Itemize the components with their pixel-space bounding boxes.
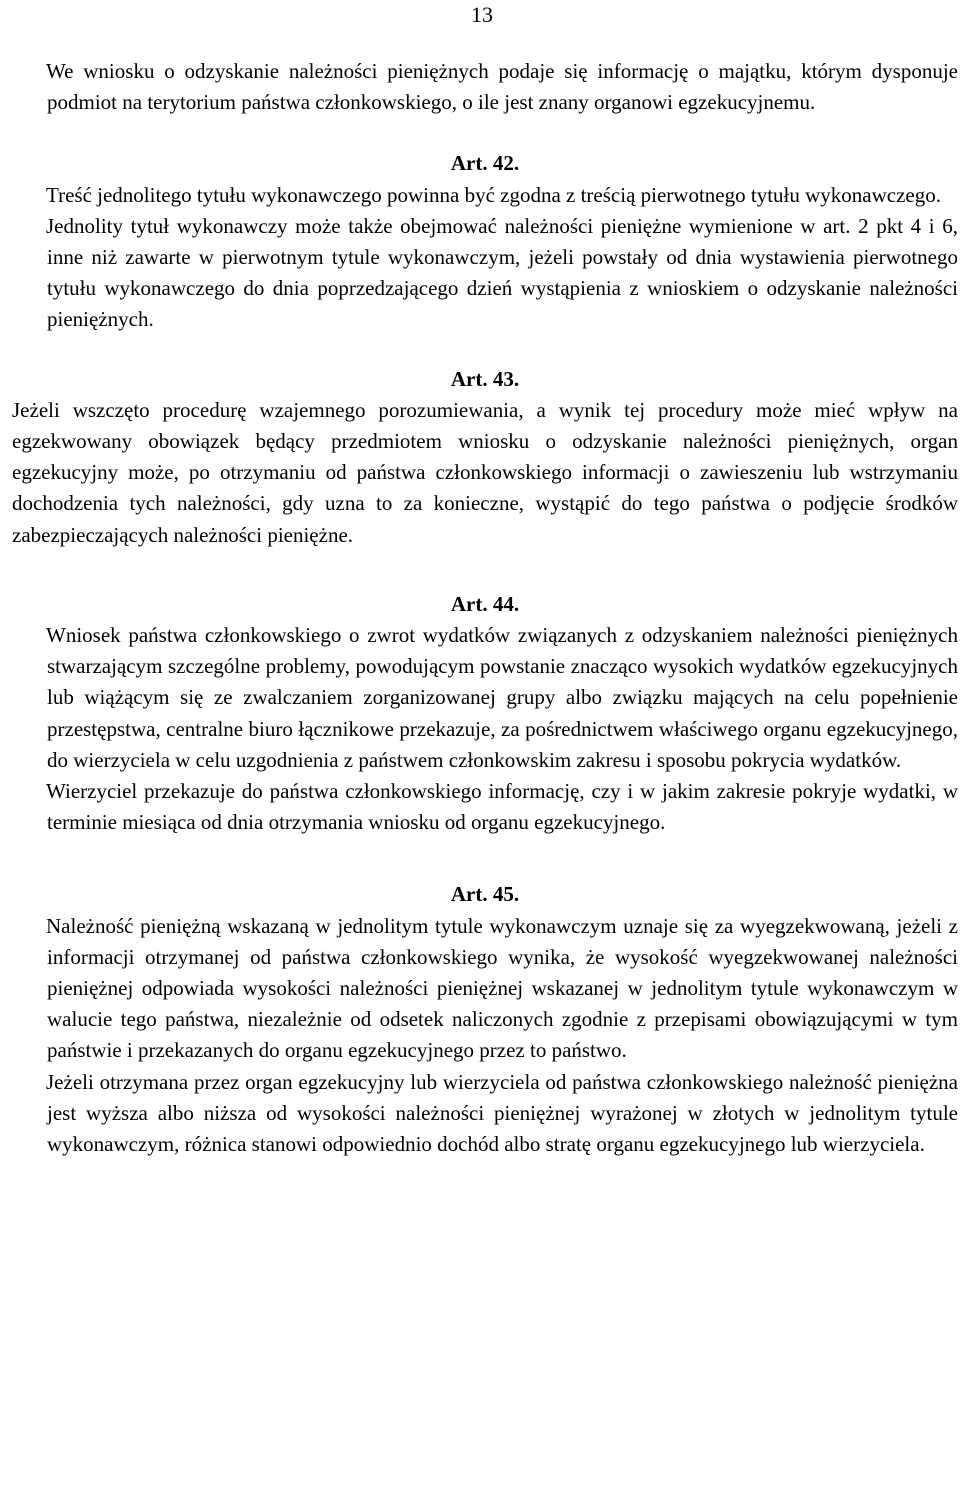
item-number <box>12 211 46 242</box>
item-text: Jeżeli otrzymana przez organ egzekucyjny lub wierzyciela od państwa członkowskiego należność pieniężna jest wyższa albo niższa od wysokości należności pieniężnej wyrażonej w złotych w jednolitym tytule wykonawczym, różnica stanowi odpowiednio dochód albo stratę organu egzekucyjnego lub wierzyciela. <box>46 1069 958 1157</box>
item-number <box>12 180 46 211</box>
item-number <box>12 1067 46 1098</box>
article-heading-43: Art. 43. <box>450 366 520 391</box>
article-heading-42: Art. 42. <box>450 151 520 176</box>
article-45-item-2 <box>12 1067 958 1161</box>
item-number <box>12 911 46 942</box>
article-42-item-1 <box>12 180 958 211</box>
item-text: Wniosek państwa członkowskiego o zwrot wydatków związanych z odzyskaniem należności pieniężnych stwarzającym szczególne problemy, powodującym powstanie znacząco wysokich wydatków egzekucyjnych lub wiążącym się ze zwalczaniem zorganizowanej grupy albo związku mających na celu popełnienie przestępstwa, centralne biuro łącznikowe przekazuje, za pośrednictwem właściwego organu egzekucyjnego, do wierzyciela w celu uzgodnienia z państwem członkowskim zakresu i sposobu pokrycia wydatków. <box>46 623 958 772</box>
article-44-item-2 <box>12 776 958 838</box>
paragraph-text: We wniosku o odzyskanie należności pieniężnych podaje się informację o majątku, którym dysponuje podmiot na terytorium państwa członkowskiego, o ile jest znany organowi egzekucyjnemu. <box>46 59 958 115</box>
item-number <box>12 620 46 651</box>
article-43-text: Jeżeli wszczęto procedurę wzajemnego porozumiewania, a wynik tej procedury może mieć wpływ na egzekwowany obowiązek będący przedmiotem wniosku o odzyskanie należności pieniężnych, organ egzekucyjny może, po otrzymaniu od państwa członkowskiego informacji o zawieszeniu lub wstrzymaniu dochodzenia tych należności, gdy uzna to za konieczne, wystąpić do tego państwa o podjęcie środków zabezpieczających należności pieniężne. <box>12 397 958 547</box>
article-heading-45: Art. 45. <box>450 882 520 907</box>
article-45-item-1 <box>12 911 958 1067</box>
paragraph-4 <box>12 56 958 118</box>
item-number <box>12 776 46 807</box>
paragraph-number <box>12 56 46 87</box>
article-42-item-2 <box>12 211 958 336</box>
item-text: Należność pieniężną wskazaną w jednolitym tytule wykonawczym uznaje się za wyegzekwowaną, jeżeli z informacji otrzymanej od państwa członkowskiego wynika, że wysokość wyegzekwowanej należności pieniężnej odpowiada wysokości należności pieniężnej wskazanej w jednolitym tytule wykonawczym w walucie tego państwa, niezależnie od odsetek naliczonych zgodnie z przepisami obowiązującymi w tym państwie i przekazanych do organu egzekucyjnego przez to państwo. <box>46 913 958 1063</box>
item-text: Jednolity tytuł wykonawczy może także obejmować należności pieniężne wymienione w art. 2 pkt 4 i 6, inne niż zawarte w pierwotnym tytule wykonawczym, jeżeli powstały od dnia wystawienia pierwotnego tytułu wykonawczego do dnia poprzedzającego dzień wystąpienia z wnioskiem o odzyskanie należności pieniężnych. <box>46 213 958 332</box>
article-heading-44: Art. 44. <box>450 591 520 616</box>
article-44-item-1 <box>12 620 958 776</box>
item-text: Treść jednolitego tytułu wykonawczego powinna być zgodna z treścią pierwotnego tytułu wykonawczego. <box>46 182 941 207</box>
item-text: Wierzyciel przekazuje do państwa członkowskiego informację, czy i w jakim zakresie pokryje wydatki, w terminie miesiąca od dnia otrzymania wniosku od organu egzekucyjnego. <box>46 779 958 835</box>
page-number: 13 <box>471 2 493 27</box>
document-body <box>12 56 958 1160</box>
